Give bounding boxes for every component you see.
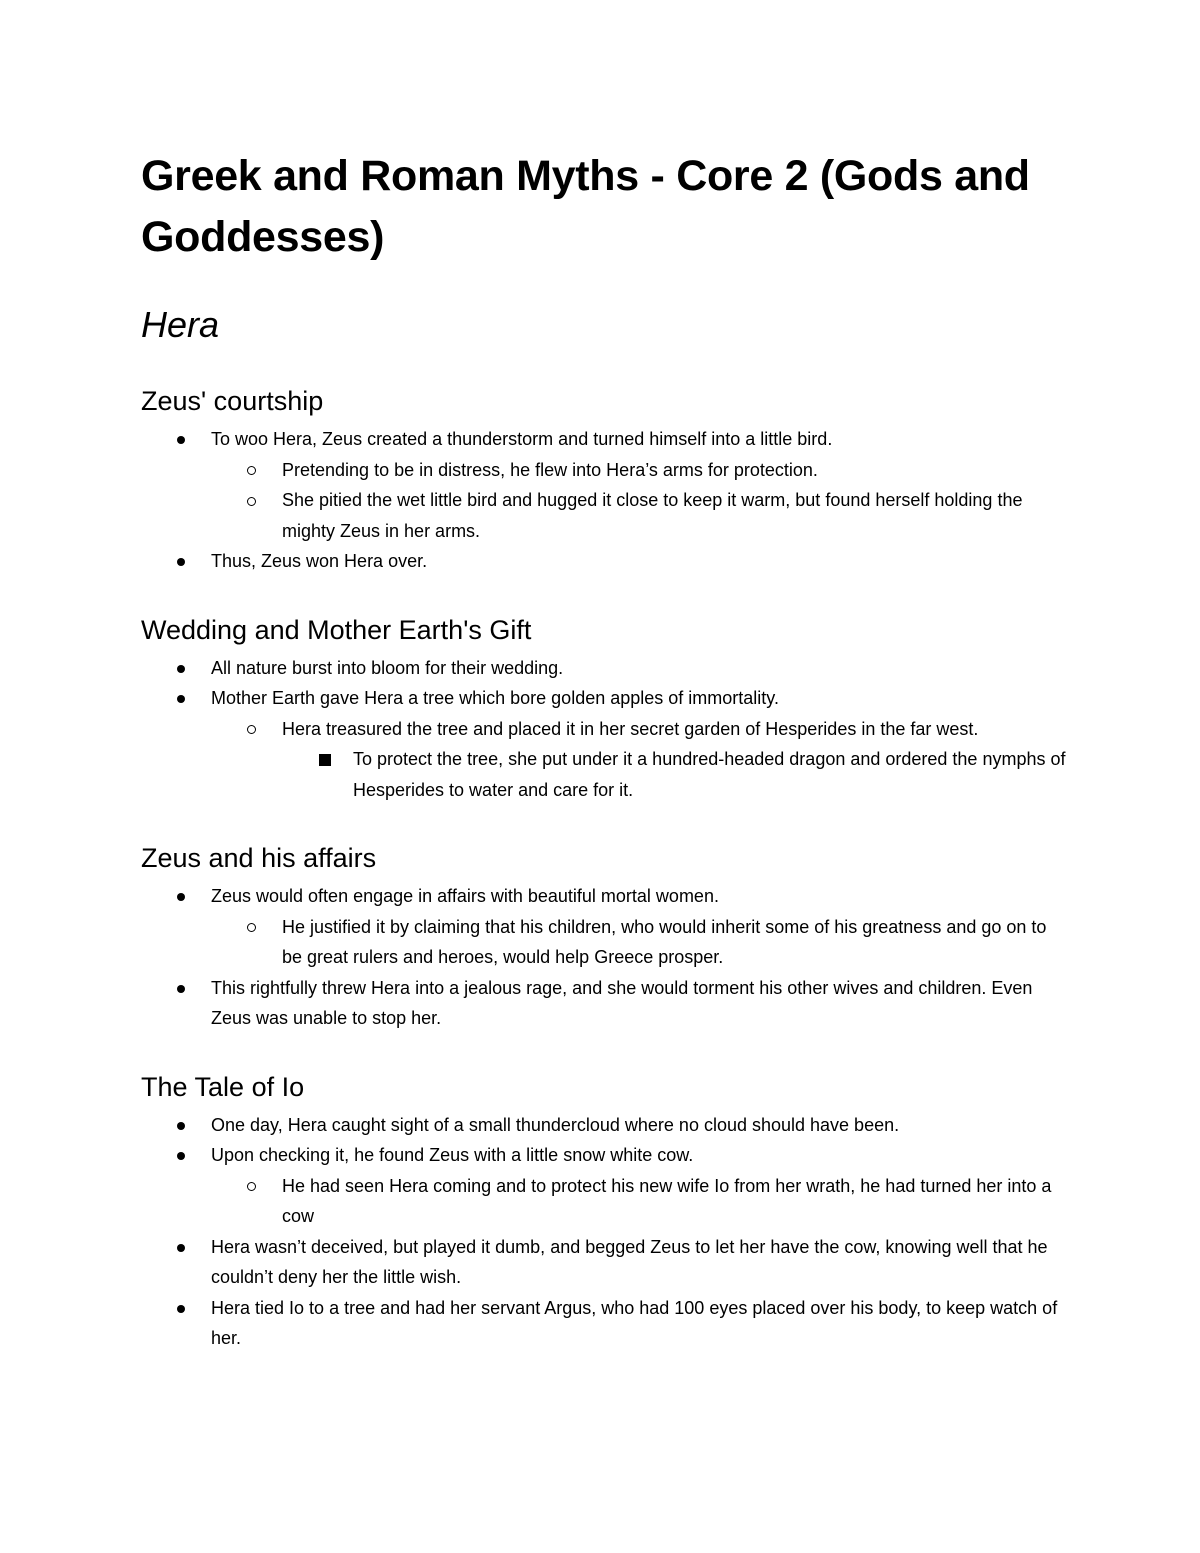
section-heading: Wedding and Mother Earth's Gift: [141, 614, 532, 645]
list-item-text: He justified it by claiming that his children, who would inherit some of his greatness and go on to be great rulers and heroes, would help Greece prosper.: [282, 916, 1047, 967]
list-item: [141, 455, 1071, 486]
bullet-list: [141, 1110, 1071, 1354]
list-item: [141, 912, 1071, 973]
list-item: [141, 714, 1071, 745]
list-item: [141, 744, 1071, 805]
bullet-square-icon: [319, 744, 331, 775]
list-item: [141, 1232, 1071, 1293]
bullet-dot-icon: [177, 1293, 185, 1324]
bullet-dot-icon: [177, 683, 185, 714]
bullet-dot-icon: [177, 1110, 185, 1141]
bullet-dot-icon: [177, 546, 185, 577]
section-zeus-courtship: [141, 384, 1071, 577]
main-heading: Hera: [141, 304, 220, 345]
bullet-list: [141, 653, 1071, 806]
section-wedding: [141, 613, 1071, 806]
bullet-circle-icon: [247, 1171, 256, 1202]
list-item: [141, 1110, 1071, 1141]
bullet-dot-icon: [177, 424, 185, 455]
list-item: [141, 424, 1071, 455]
list-item-text: All nature burst into bloom for their wedding.: [211, 657, 564, 678]
list-item-text: Hera tied Io to a tree and had her servant Argus, who had 100 eyes placed over his body, to keep watch of her.: [211, 1297, 1058, 1348]
document-page: [141, 146, 1071, 1354]
section-heading: Zeus and his affairs: [141, 843, 377, 873]
list-item-text: This rightfully threw Hera into a jealous rage, and she would torment his other wives and children. Even Zeus was unable to stop her.: [211, 977, 1033, 1028]
list-item-text: Pretending to be in distress, he flew into Hera’s arms for protection.: [282, 459, 818, 480]
bullet-dot-icon: [177, 1232, 185, 1263]
list-item: [141, 1171, 1071, 1232]
list-item: [141, 546, 1071, 577]
bullet-circle-icon: [247, 714, 256, 745]
list-item-text: He had seen Hera coming and to protect his new wife Io from her wrath, he had turned her into a cow: [282, 1175, 1052, 1226]
bullet-circle-icon: [247, 485, 256, 516]
section-heading: Zeus' courtship: [141, 386, 324, 416]
bullet-dot-icon: [177, 1140, 185, 1171]
list-item: [141, 653, 1071, 684]
list-item-text: Mother Earth gave Hera a tree which bore golden apples of immortality.: [211, 688, 779, 708]
bullet-dot-icon: [177, 881, 185, 912]
list-item: [141, 485, 1071, 546]
section-zeus-affairs: [141, 841, 1071, 1034]
list-item-text: Zeus would often engage in affairs with beautiful mortal women.: [211, 886, 719, 906]
bullet-circle-icon: [247, 912, 256, 943]
list-item-text: Thus, Zeus won Hera over.: [211, 551, 428, 571]
list-item-text: Upon checking it, he found Zeus with a little snow white cow.: [211, 1145, 694, 1165]
bullet-dot-icon: [177, 973, 185, 1004]
bullet-dot-icon: [177, 653, 185, 684]
bullet-list: [141, 424, 1071, 577]
bullet-list: [141, 881, 1071, 1034]
list-item: [141, 1140, 1071, 1171]
list-item-text: She pitied the wet little bird and hugged it close to keep it warm, but found herself holding the mighty Zeus in her arms.: [282, 490, 1023, 541]
list-item: [141, 683, 1071, 714]
list-item: [141, 881, 1071, 912]
section-heading: The Tale of Io: [141, 1071, 305, 1102]
list-item-text: Hera treasured the tree and placed it in her secret garden of Hesperides in the far west.: [282, 718, 979, 739]
list-item: [141, 973, 1071, 1034]
list-item-text: One day, Hera caught sight of a small thundercloud where no cloud should have been.: [211, 1114, 900, 1135]
list-item-text: To woo Hera, Zeus created a thunderstorm and turned himself into a little bird.: [211, 429, 833, 449]
document-title: Greek and Roman Myths - Core 2 (Gods and Goddesses): [141, 152, 1030, 261]
bullet-circle-icon: [247, 455, 256, 486]
list-item: [141, 1293, 1071, 1354]
list-item-text: Hera wasn’t deceived, but played it dumb, and begged Zeus to let her have the cow, knowing well that he couldn’t deny her the little wish.: [211, 1236, 1048, 1287]
list-item-text: To protect the tree, she put under it a hundred-headed dragon and ordered the nymphs of Hesperides to water and care for it.: [353, 749, 1066, 800]
section-tale-of-io: [141, 1070, 1071, 1354]
